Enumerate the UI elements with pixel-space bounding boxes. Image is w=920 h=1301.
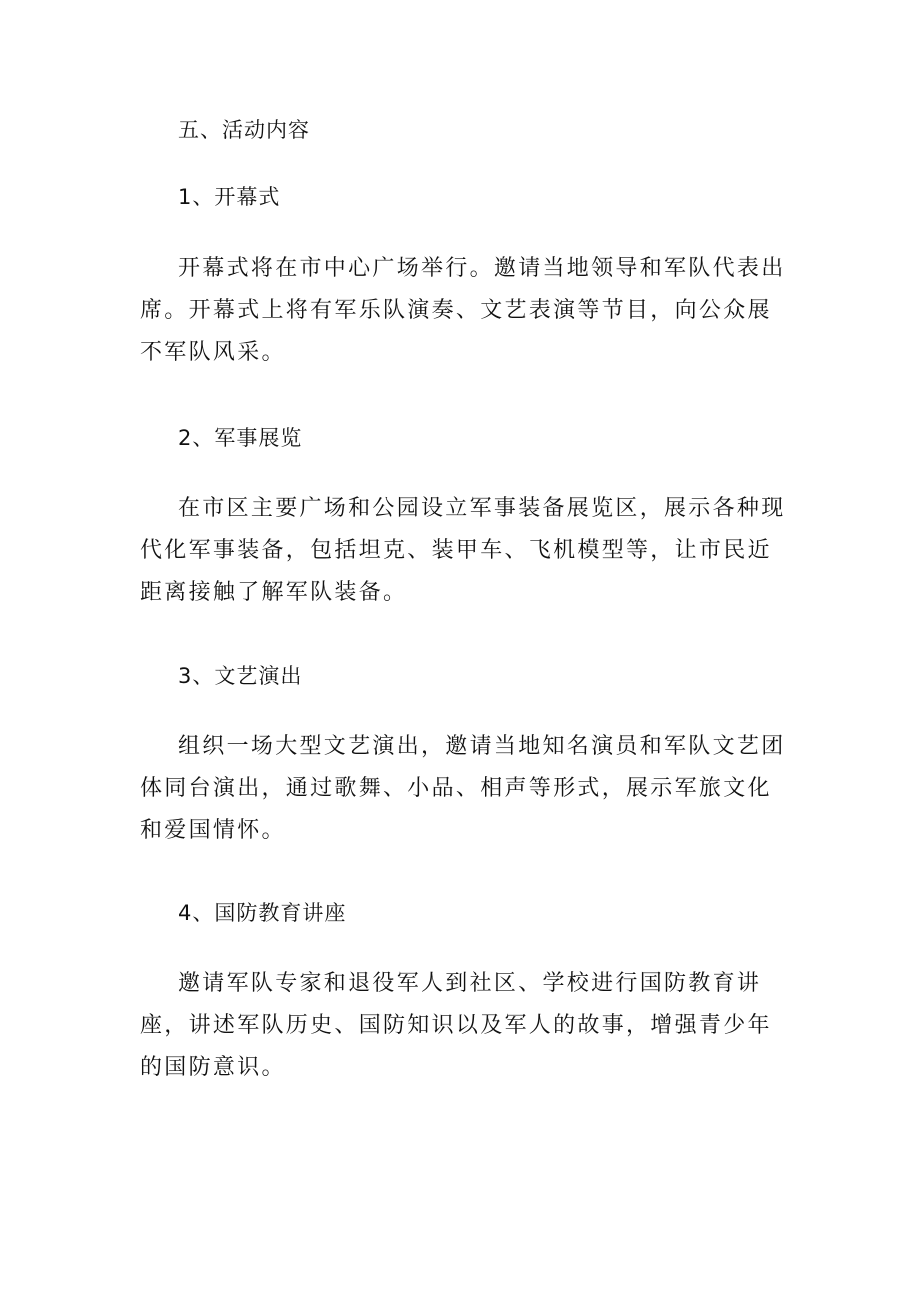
- item-3-heading: 3、文艺演出: [178, 664, 303, 688]
- item-3-body: 组织一场大型文艺演出，邀请当地知名演员和军队文艺团体同台演出，通过歌舞、小品、相声等形式，展示军旅文化和爱国情怀。: [140, 734, 786, 843]
- item-2-body: 在市区主要广场和公园设立军事装备展览区，展示各种现代化军事装备，包括坦克、装甲车、飞机模型等，让市民近距离接触了解军队装备。: [140, 496, 786, 605]
- section-title: 五、活动内容: [178, 118, 310, 142]
- item-1-heading: 1、开幕式: [178, 185, 281, 209]
- item-4-body: 邀请军队专家和退役军人到社区、学校进行国防教育讲座，讲述军队历史、国防知识以及军人的故事，增强青少年的国防意识。: [140, 971, 772, 1080]
- item-4-heading: 4、国防教育讲座: [178, 901, 347, 925]
- item-1-body: 开幕式将在市中心广场举行。邀请当地领导和军队代表出席。开幕式上将有军乐队演奏、文艺表演等节目，向公众展不军队风采。: [140, 256, 786, 365]
- item-2-heading: 2、军事展览: [178, 426, 303, 450]
